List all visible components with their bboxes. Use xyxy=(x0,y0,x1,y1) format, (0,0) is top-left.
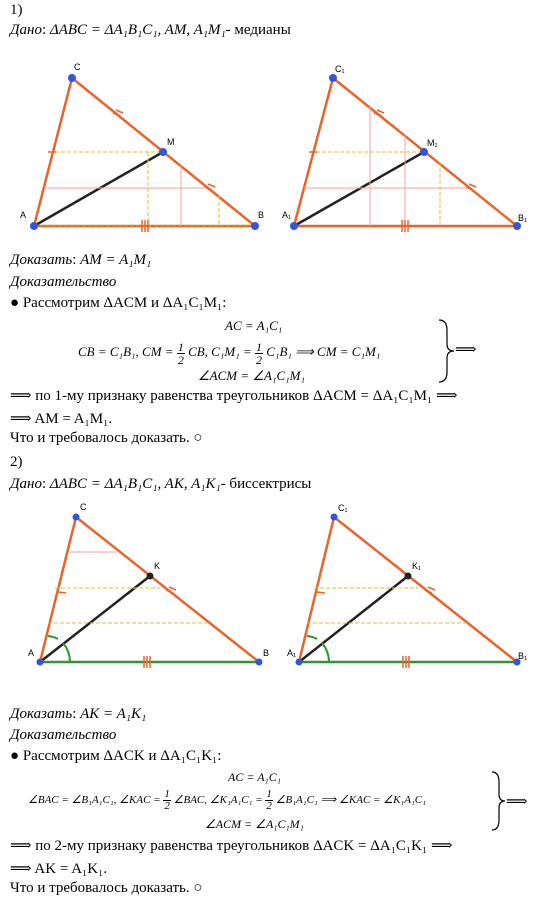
vertex-c1: C₁ xyxy=(338,503,348,513)
part2-conclusion1: ⟹ по 2-му признаку равенства треугольников ΔACK = ΔA₁C₁K₁ ⟹ xyxy=(10,838,453,854)
implies-arrow: ⟹ xyxy=(506,794,528,810)
prove-label: Доказать xyxy=(10,252,73,268)
consider-text: Рассмотрим ΔACK и ΔA₁C₁K₁: xyxy=(22,748,222,764)
vertex-a1: A₁ xyxy=(282,210,292,220)
given-label: Дано xyxy=(10,22,42,38)
part1-sys-line1: AC = A₁C₁ xyxy=(225,318,283,333)
prove-expr: AM = A₁M₁ xyxy=(80,252,152,268)
part2-prove: Доказать: AK = A₁K₁ xyxy=(10,706,147,722)
part1-number: 1) xyxy=(10,2,23,18)
vertex-m1: M₁ xyxy=(427,138,438,148)
vertex-b1: B₁ xyxy=(518,213,528,223)
vertex-b: B xyxy=(258,210,265,220)
fraction-half: $\frac{1}{2}$ xyxy=(266,787,272,812)
vertex-b: B xyxy=(263,648,270,658)
fraction-half: $\frac{1}{2}$ xyxy=(256,339,262,367)
vertex-a: A xyxy=(28,648,35,658)
sys-line2-a: CB = C₁B₁, CM = xyxy=(78,344,174,359)
prove-label: Доказать xyxy=(10,706,73,722)
part1-conclusion1: ⟹ по 1-му признаку равенства треугольников ΔACM = ΔA₁C₁M₁ ⟹ xyxy=(10,388,458,404)
vertex-a1: A₁ xyxy=(287,648,297,658)
vertex-c: C xyxy=(74,62,81,72)
part2-sys-line2 xyxy=(28,787,426,813)
given-suffix: - медианы xyxy=(225,22,291,38)
sys-line2-a: ∠BAC = ∠B₁A₁C₁, ∠KAC = xyxy=(28,794,161,806)
part2-consider: ● Рассмотрим ΔACK и ΔA₁C₁K₁: xyxy=(10,748,222,764)
sys-line2-b: CB, C₁M₁ = xyxy=(188,344,252,359)
sys-line2-c: ∠B₁A₁C₁ ⟹ ∠KAC = ∠K₁A₁C₁ xyxy=(275,794,426,806)
part1-proof-label: Доказательство xyxy=(10,274,117,290)
given-suffix: - биссектрисы xyxy=(220,476,312,492)
part1-given: Дано: ΔABC = ΔA₁B₁C₁, AM, A₁M₁- медианы xyxy=(10,22,291,38)
fraction-half: $\frac{1}{2}$ xyxy=(177,339,184,367)
vertex-c1: C₁ xyxy=(335,64,345,74)
vertex-k: K xyxy=(154,561,161,571)
part2-done: Что и требовалось доказать. ○ xyxy=(10,880,203,896)
part1-done: Что и требовалось доказать. ○ xyxy=(10,430,203,446)
part1-sys-line3: ∠ACM = ∠A₁C₁M₁ xyxy=(198,368,306,383)
vertex-b1: B₁ xyxy=(518,651,528,661)
sys-line2-b: ∠BAC, ∠K₁A₁C₁ = xyxy=(173,794,263,806)
prove-expr: AK = A₁K₁ xyxy=(80,706,147,722)
vertex-k1: K₁ xyxy=(412,561,422,571)
given-expr: ΔABC = ΔA₁B₁C₁, AM, A₁M₁ xyxy=(49,22,226,38)
vertex-a: A xyxy=(20,210,27,220)
vertex-m: M xyxy=(167,137,175,147)
given-expr: ΔABC = ΔA₁B₁C₁, AK, A₁K₁ xyxy=(49,476,221,492)
part2-sys-line1: AC = A₁C₁ xyxy=(228,770,281,784)
fraction-half: $\frac{1}{2}$ xyxy=(164,787,170,812)
part2-given: Дано: ΔABC = ΔA₁B₁C₁, AK, A₁K₁- биссектрисы xyxy=(10,476,312,492)
part2-number: 2) xyxy=(10,454,23,470)
sys-line2-c: C₁B₁ ⟹ CM = C₁M₁ xyxy=(266,344,381,359)
vertex-c: C xyxy=(80,502,87,512)
part2-sys-line3: ∠ACM = ∠A₁C₁M₁ xyxy=(205,817,304,831)
part1-prove: Доказать: AM = A₁M₁ xyxy=(10,252,152,268)
part1-conclusion2: ⟹ AM = A₁M₁. xyxy=(10,411,113,427)
part2-conclusion2: ⟹ AK = A₁K₁. xyxy=(10,861,108,877)
given-label: Дано xyxy=(10,476,42,492)
part1-consider: ● Рассмотрим ΔACM и ΔA₁C₁M₁: xyxy=(10,295,227,311)
part2-proof-label: Доказательство xyxy=(10,727,117,743)
consider-text: Рассмотрим ΔACM и ΔA₁C₁M₁: xyxy=(22,295,227,311)
implies-arrow: ⟹ xyxy=(455,342,477,358)
